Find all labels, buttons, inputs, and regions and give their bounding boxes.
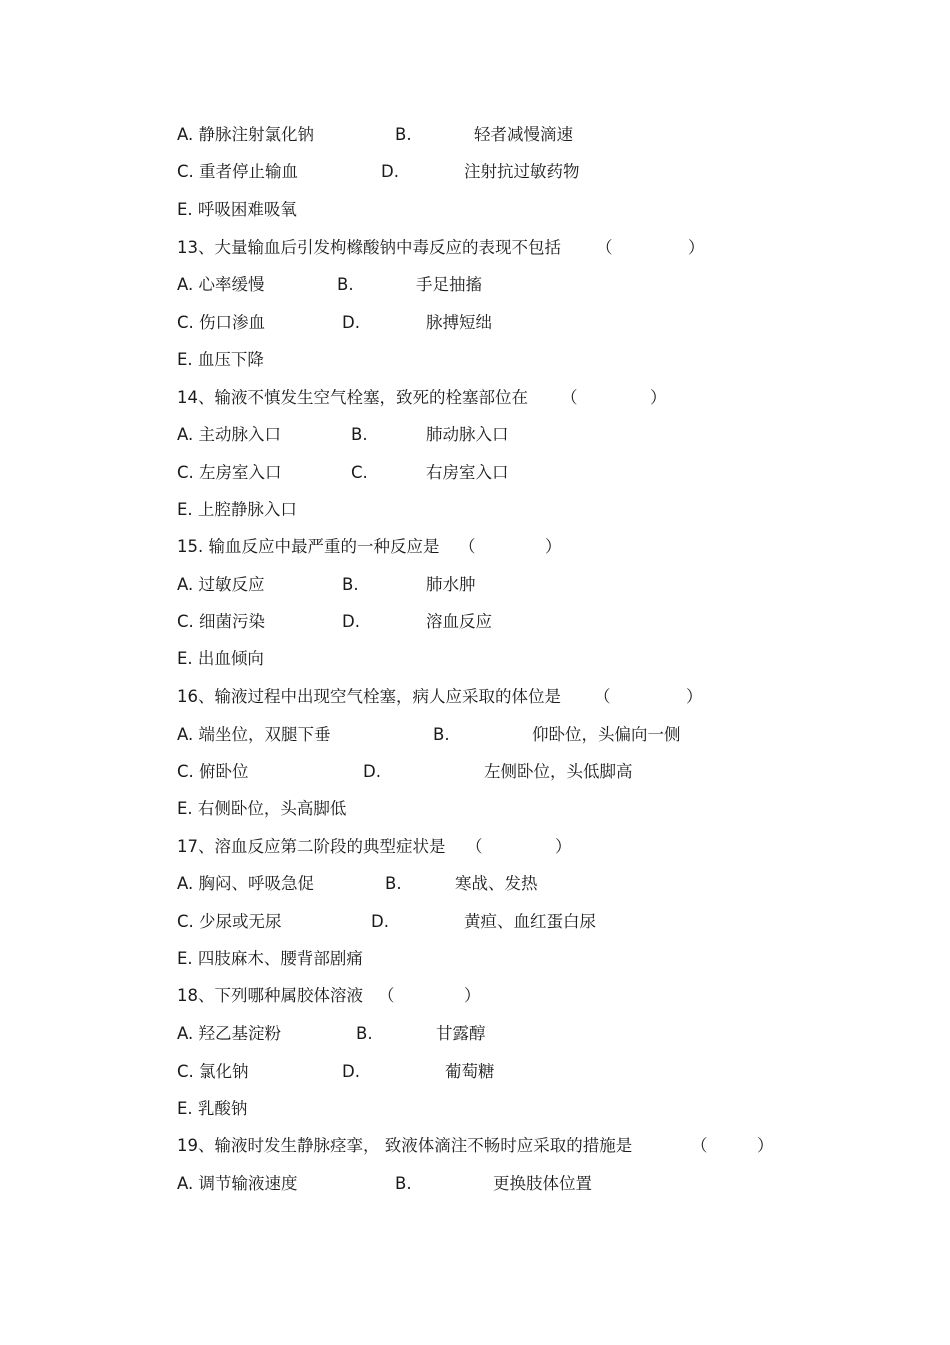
option-line bbox=[0, 871, 950, 897]
option-b-text: 轻者减慢滴速 bbox=[474, 125, 573, 144]
option-line bbox=[0, 310, 950, 336]
option-line bbox=[0, 497, 950, 523]
option-a: A. 羟乙基淀粉 bbox=[177, 1024, 281, 1043]
option-b-text: 甘露醇 bbox=[436, 1024, 486, 1043]
option-line bbox=[0, 122, 950, 148]
answer-paren-open: （ bbox=[466, 837, 483, 856]
option-d-letter: D. bbox=[342, 612, 360, 631]
question-text: 17、溶血反应第二阶段的典型症状是 bbox=[177, 837, 446, 856]
option-line bbox=[0, 796, 950, 822]
option-b-letter: B. bbox=[356, 1024, 373, 1043]
option-e: E. 出血倾向 bbox=[177, 649, 264, 668]
option-b-letter: B. bbox=[342, 575, 359, 594]
option-a: A. 端坐位，双腿下垂 bbox=[177, 725, 331, 744]
question-line bbox=[0, 534, 950, 560]
option-c2-text: 右房室入口 bbox=[426, 463, 509, 482]
question-text: 18、下列哪种属胶体溶液 bbox=[177, 986, 363, 1005]
option-d-letter: D. bbox=[371, 912, 389, 931]
option-line bbox=[0, 759, 950, 785]
option-b-text: 肺动脉入口 bbox=[426, 425, 509, 444]
option-d-text: 葡萄糖 bbox=[445, 1062, 495, 1081]
option-a: A. 主动脉入口 bbox=[177, 425, 281, 444]
option-line bbox=[0, 347, 950, 373]
question-line bbox=[0, 1133, 950, 1159]
option-b-letter: B. bbox=[337, 275, 354, 294]
option-d-text: 脉搏短绌 bbox=[426, 313, 492, 332]
answer-paren-close: ） bbox=[545, 537, 562, 556]
question-text: 15. 输血反应中最严重的一种反应是 bbox=[177, 537, 440, 556]
option-d-text: 黄疸、血红蛋白尿 bbox=[464, 912, 596, 931]
option-d-letter: D. bbox=[342, 1062, 360, 1081]
option-b-text: 肺水肿 bbox=[426, 575, 476, 594]
option-line bbox=[0, 909, 950, 935]
option-line bbox=[0, 1096, 950, 1122]
question-line bbox=[0, 385, 950, 411]
option-e: E. 右侧卧位，头高脚低 bbox=[177, 799, 347, 818]
question-text: 14、输液不慎发生空气栓塞，致死的栓塞部位在 bbox=[177, 388, 528, 407]
option-line bbox=[0, 1021, 950, 1047]
answer-paren-open: （ bbox=[596, 238, 613, 257]
answer-paren-close: ） bbox=[555, 837, 572, 856]
question-line bbox=[0, 684, 950, 710]
option-b-text: 手足抽搐 bbox=[416, 275, 482, 294]
option-line bbox=[0, 460, 950, 486]
answer-paren-open: （ bbox=[459, 537, 476, 556]
option-line bbox=[0, 572, 950, 598]
option-c: C. 氯化钠 bbox=[177, 1062, 249, 1081]
question-line bbox=[0, 235, 950, 261]
answer-paren-close: ） bbox=[686, 687, 703, 706]
option-line bbox=[0, 946, 950, 972]
option-a: A. 过敏反应 bbox=[177, 575, 265, 594]
option-e: E. 呼吸困难吸氧 bbox=[177, 200, 297, 219]
option-a: A. 心率缓慢 bbox=[177, 275, 265, 294]
option-b-letter: B. bbox=[395, 1174, 412, 1193]
option-b-letter: B. bbox=[433, 725, 450, 744]
option-e: E. 上腔静脉入口 bbox=[177, 500, 297, 519]
option-b-letter: B. bbox=[395, 125, 412, 144]
option-d-letter: D. bbox=[342, 313, 360, 332]
option-e: E. 四肢麻木、腰背部剧痛 bbox=[177, 949, 363, 968]
option-line bbox=[0, 1059, 950, 1085]
option-b-letter: B. bbox=[351, 425, 368, 444]
option-b-text: 寒战、发热 bbox=[455, 874, 538, 893]
option-b-text: 仰卧位，头偏向一侧 bbox=[532, 725, 681, 744]
question-text: 19、输液时发生静脉痉挛， 致液体滴注不畅时应采取的措施是 bbox=[177, 1136, 633, 1155]
answer-paren-close: ） bbox=[757, 1136, 774, 1155]
option-a: A. 静脉注射氯化钠 bbox=[177, 125, 314, 144]
option-line bbox=[0, 422, 950, 448]
answer-paren-open: （ bbox=[594, 687, 611, 706]
option-line bbox=[0, 159, 950, 185]
option-c: C. 左房室入口 bbox=[177, 463, 282, 482]
option-d-letter: D. bbox=[381, 162, 399, 181]
option-a: A. 胸闷、呼吸急促 bbox=[177, 874, 314, 893]
question-line bbox=[0, 834, 950, 860]
option-d-letter: D. bbox=[363, 762, 381, 781]
option-c: C. 重者停止输血 bbox=[177, 162, 299, 181]
option-line bbox=[0, 1171, 950, 1197]
option-d-text: 溶血反应 bbox=[426, 612, 492, 631]
question-line bbox=[0, 983, 950, 1009]
option-c: C. 俯卧位 bbox=[177, 762, 249, 781]
option-line bbox=[0, 722, 950, 748]
option-d-text: 左侧卧位，头低脚高 bbox=[484, 762, 633, 781]
answer-paren-open: （ bbox=[378, 986, 395, 1005]
answer-paren-close: ） bbox=[464, 986, 481, 1005]
option-c2-letter: C. bbox=[351, 463, 368, 482]
option-c: C. 少尿或无尿 bbox=[177, 912, 282, 931]
option-line bbox=[0, 197, 950, 223]
option-a: A. 调节输液速度 bbox=[177, 1174, 298, 1193]
answer-paren-close: ） bbox=[650, 388, 667, 407]
option-line bbox=[0, 646, 950, 672]
answer-paren-open: （ bbox=[561, 388, 578, 407]
option-e: E. 血压下降 bbox=[177, 350, 264, 369]
option-line bbox=[0, 609, 950, 635]
question-text: 16、输液过程中出现空气栓塞，病人应采取的体位是 bbox=[177, 687, 561, 706]
option-c: C. 伤口渗血 bbox=[177, 313, 266, 332]
question-text: 13、大量输血后引发枸橼酸钠中毒反应的表现不包括 bbox=[177, 238, 561, 257]
option-d-text: 注射抗过敏药物 bbox=[464, 162, 580, 181]
answer-paren-open: （ bbox=[691, 1136, 708, 1155]
option-c: C. 细菌污染 bbox=[177, 612, 266, 631]
option-b-letter: B. bbox=[385, 874, 402, 893]
option-b-text: 更换肢体位置 bbox=[493, 1174, 592, 1193]
answer-paren-close: ） bbox=[688, 238, 705, 257]
option-line bbox=[0, 272, 950, 298]
option-e: E. 乳酸钠 bbox=[177, 1099, 248, 1118]
